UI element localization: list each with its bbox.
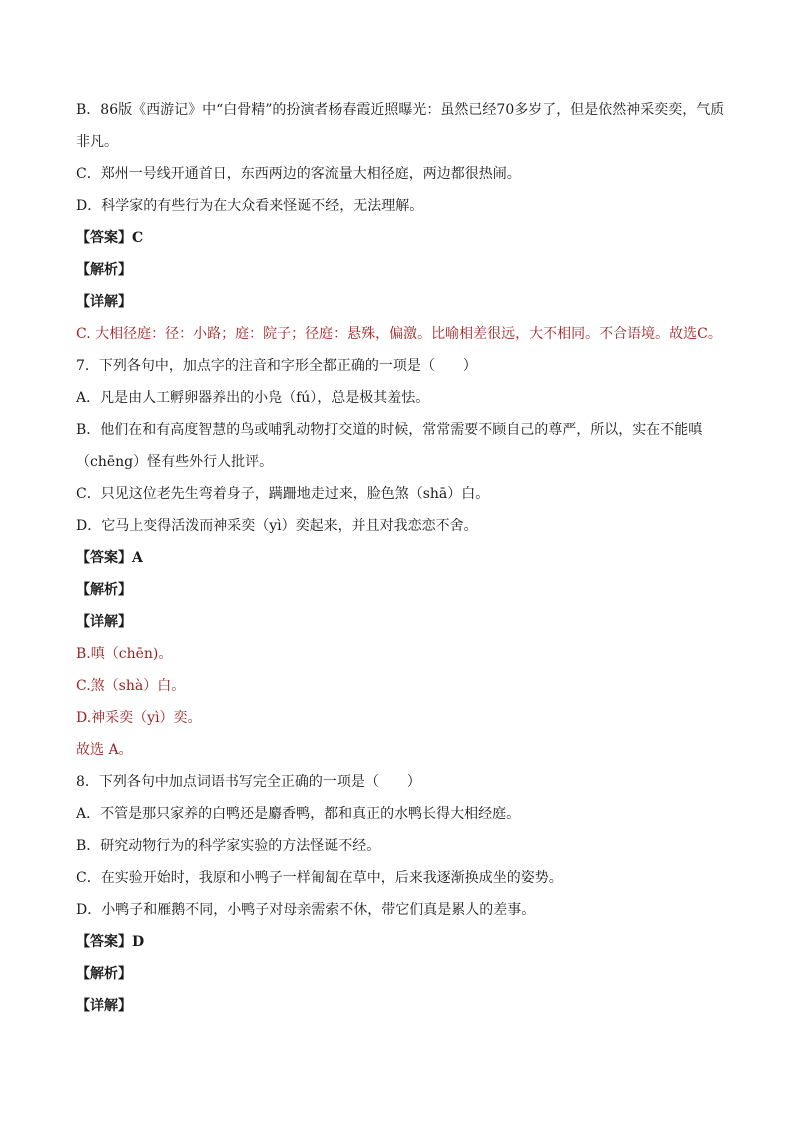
q7-option-a: A．凡是由人工孵卵器养出的小凫（fú），总是极其羞怯。 — [76, 390, 430, 406]
q8-option-b: B．研究动物行为的科学家实验的方法怪诞不经。 — [76, 838, 381, 854]
q8-option-d: D．小鸭子和雁鹅不同，小鸭子对母亲需索不休，带它们真是累人的差事。 — [76, 902, 536, 918]
detail-label: 【详解】 — [76, 294, 132, 310]
option-b-line-2: 非凡。 — [76, 134, 118, 150]
q8-answer-label: 【答案】D — [76, 934, 145, 950]
q7-detail-c: C.煞（shà）白。 — [76, 678, 186, 694]
q8-option-a: A．不管是那只家养的白鸭还是麝香鸭，都和真正的水鸭长得大相经庭。 — [76, 806, 521, 822]
option-d: D．科学家的有些行为在大众看来怪诞不经，无法理解。 — [76, 198, 424, 214]
option-c: C．郑州一号线开通首日，东西两边的客流量大相径庭，两边都很热闹。 — [76, 166, 521, 182]
q7-option-c: C．只见这位老先生弯着身子，蹒跚地走过来，脸色煞（shā）白。 — [76, 486, 490, 502]
q7-option-b-line-1: B．他们在和有高度智慧的鸟或哺乳动物打交道的时候，常常需要不顾自己的尊严，所以，实在不能嗔 — [76, 422, 703, 438]
q7-detail-b: B.嗔（chēn)。 — [76, 646, 173, 662]
q7-detail-label: 【详解】 — [76, 614, 132, 630]
option-b-line-1: B．86版《西游记》中“白骨精”的扮演者杨春霞近照曝光：虽然已经70多岁了，但是依然神采奕奕，气质 — [76, 102, 725, 118]
q8-detail-label: 【详解】 — [76, 998, 132, 1014]
q8-analysis-label: 【解析】 — [76, 966, 132, 982]
question-8-stem: 8．下列各句中加点词语书写完全正确的一项是（ ） — [76, 774, 421, 790]
q7-option-b-line-2: （chēng）怪有些外行人批评。 — [76, 454, 274, 470]
detail-text: C. 大相径庭：径：小路；庭：院子；径庭：悬殊，偏激。比喻相差很远，大不相同。不合语境。故选C。 — [76, 326, 722, 342]
q7-answer-label: 【答案】A — [76, 550, 143, 566]
q7-choice: 故选 A。 — [76, 742, 133, 758]
q7-option-d: D．它马上变得活泼而神采奕（yì）奕起来，并且对我恋恋不舍。 — [76, 518, 478, 534]
answer-label: 【答案】C — [76, 230, 144, 246]
q8-option-c: C．在实验开始时，我原和小鸭子一样匍匐在草中，后来我逐渐换成坐的姿势。 — [76, 870, 563, 886]
q7-detail-d: D.神采奕（yì）奕。 — [76, 710, 202, 726]
analysis-label: 【解析】 — [76, 262, 132, 278]
q7-analysis-label: 【解析】 — [76, 582, 132, 598]
question-7-stem: 7．下列各句中，加点字的注音和字形全都正确的一项是（ ） — [76, 358, 477, 374]
